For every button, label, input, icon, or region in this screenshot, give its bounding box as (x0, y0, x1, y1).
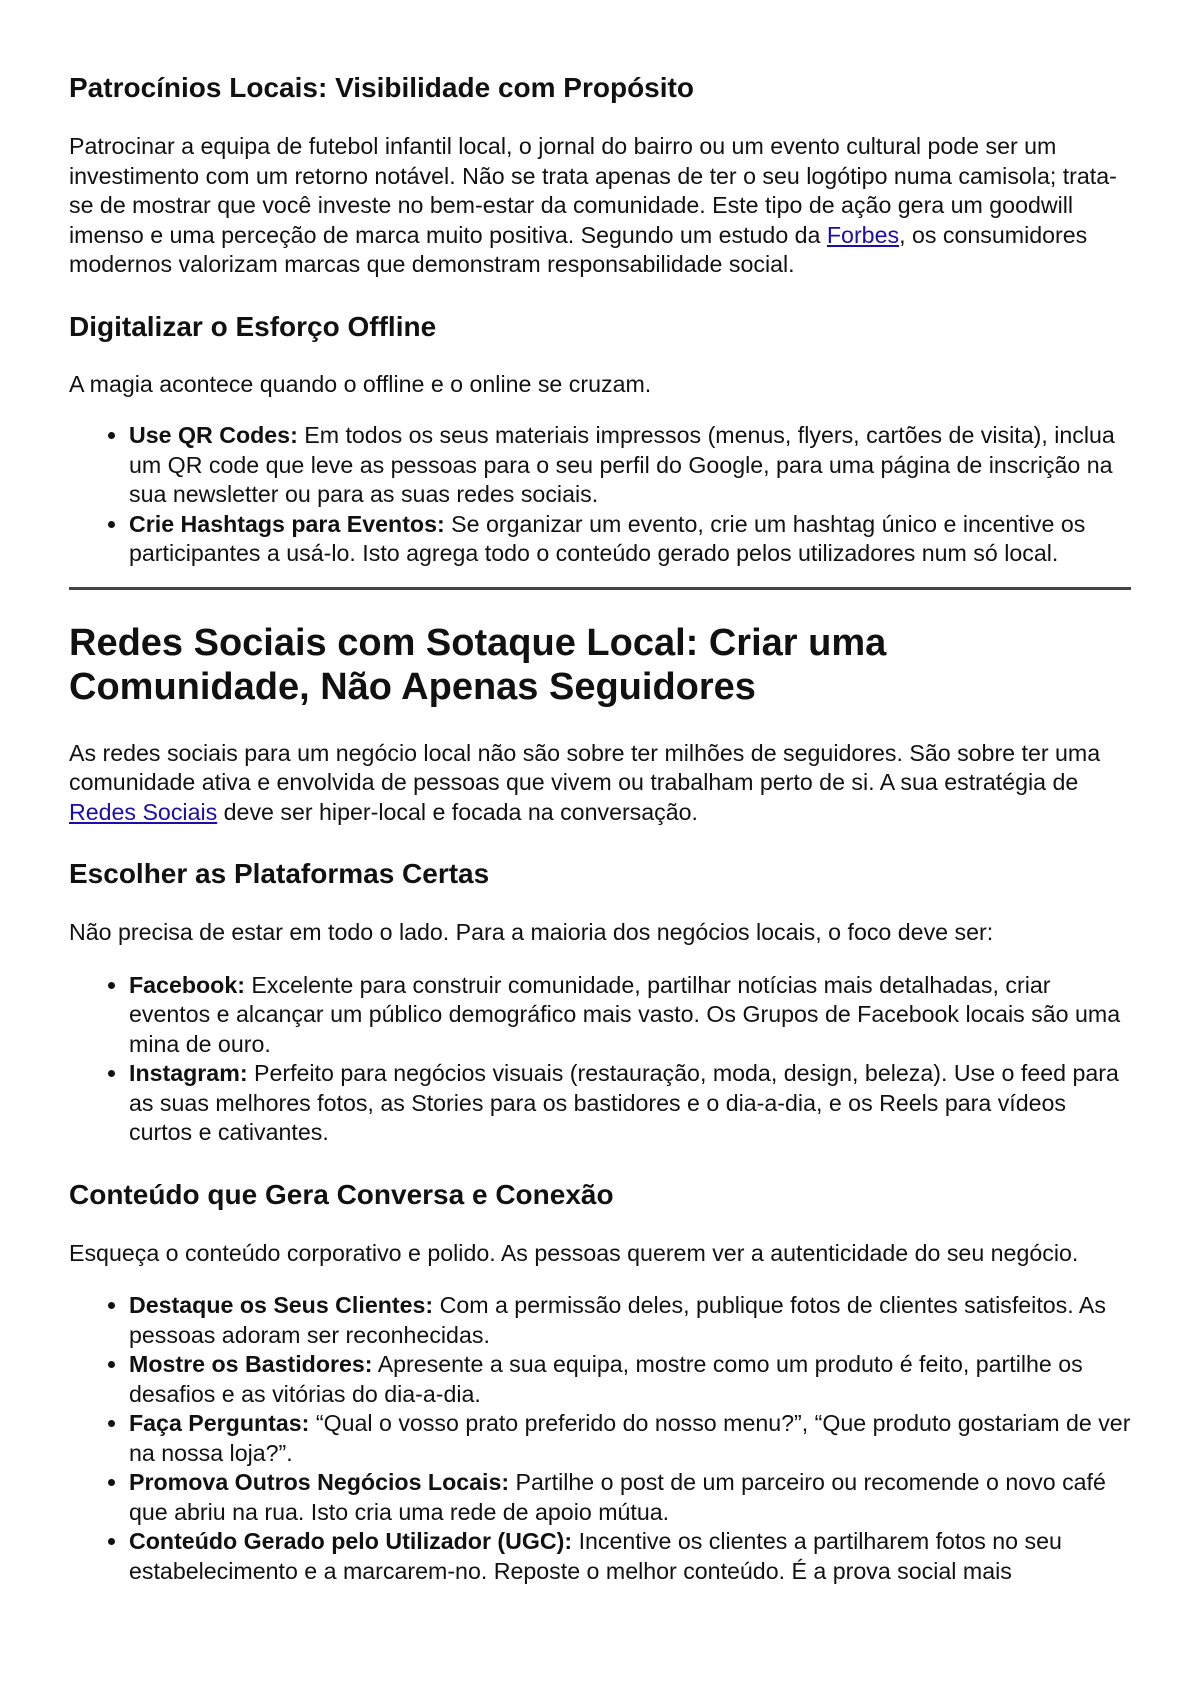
section-heading-digitize-offline: Digitalizar o Esforço Offline (69, 310, 437, 342)
list-item (129, 1059, 1131, 1148)
paragraph-social-media (69, 739, 1131, 828)
list-item-term: Faça Perguntas: (129, 1410, 310, 1436)
list-item-text: Em todos os seus materiais impressos (menus, flyers, cartões de visita), inclua um QR code que leve as pessoas para o seu perfil do Google, para uma página de inscrição na sua newsletter ou para as suas redes sociais. (129, 422, 1115, 507)
list-item (129, 421, 1131, 510)
list-item (129, 510, 1131, 569)
section-heading-content: Conteúdo que Gera Conversa e Conexão (69, 1178, 614, 1210)
list-item (129, 1527, 1131, 1586)
list-item-term: Promova Outros Negócios Locais: (129, 1469, 510, 1495)
platforms-list (69, 971, 1131, 1148)
offline-tips-list (69, 421, 1131, 569)
list-item-term: Destaque os Seus Clientes: (129, 1292, 434, 1318)
list-item (129, 1350, 1131, 1409)
list-item-text: Excelente para construir comunidade, partilhar notícias mais detalhadas, criar eventos e alcançar um público demográfico mais vasto. Os Grupos de Facebook locais são uma mina de ouro. (129, 971, 1121, 1057)
list-item (129, 1291, 1131, 1350)
social-media-link[interactable]: Redes Sociais (69, 798, 218, 825)
main-heading-social-media: Redes Sociais com Sotaque Local: Criar uma Comunidade, Não Apenas Seguidores (69, 621, 887, 708)
list-item-term: Crie Hashtags para Eventos: (129, 510, 445, 537)
paragraph-text: Patrocinar a equipa de futebol infantil local, o jornal do bairro ou um evento cultural pode ser um investimento com um retorno notável. Não se trata apenas de ter o seu logótipo numa camisola; trata-se de mostrar que você investe no bem-estar da comunidade. Este tipo de ação gera um goodwill imenso e uma perceção de marca muito positiva. Segundo um estudo da (69, 133, 1117, 248)
list-item-term: Use QR Codes: (129, 422, 298, 448)
paragraph-content: Esqueça o conteúdo corporativo e polido. As pessoas querem ver a autenticidade do seu negócio. (69, 1239, 1079, 1266)
content-ideas-list (69, 1291, 1131, 1586)
forbes-link[interactable]: Forbes (826, 221, 900, 248)
list-item (129, 1409, 1131, 1468)
paragraph-sponsorships (69, 132, 1131, 280)
list-item (129, 971, 1131, 1060)
paragraph-text: , os consumidores modernos valorizam marcas que demonstram responsabilidade social. (69, 221, 1088, 277)
paragraph-offline-online: A magia acontece quando o offline e o online se cruzam. (69, 370, 652, 397)
section-heading-platforms: Escolher as Plataformas Certas (69, 858, 490, 889)
list-item-text: “Qual o vosso prato preferido do nosso menu?”, “Que produto gostariam de ver na nossa loja?”. (129, 1410, 1131, 1466)
list-item (129, 1468, 1131, 1527)
list-item-term: Instagram: (129, 1060, 248, 1086)
list-item-text: Se organizar um evento, crie um hashtag único e incentive os participantes a usá-lo. Isto agrega todo o conteúdo gerado pelos utilizadores num só local. (129, 510, 1086, 566)
list-item-term: Conteúdo Gerado pelo Utilizador (UGC): (129, 1528, 573, 1554)
list-item-text: Apresente a sua equipa, mostre como um produto é feito, partilhe os desafios e as vitórias do dia-a-dia. (129, 1351, 1083, 1407)
paragraph-platforms: Não precisa de estar em todo o lado. Para a maioria dos negócios locais, o foco deve ser: (69, 919, 994, 945)
section-divider (69, 587, 1131, 590)
list-item-term: Facebook: (129, 971, 245, 998)
list-item-text: Partilhe o post de um parceiro ou recomende o novo café que abriu na rua. Isto cria uma rede de apoio mútua. (129, 1469, 1106, 1525)
paragraph-text: deve ser hiper-local e focada na conversação. (217, 798, 698, 825)
document-page (69, 0, 1131, 1586)
section-heading-sponsorships: Patrocínios Locais: Visibilidade com Propósito (69, 72, 694, 103)
list-item-term: Mostre os Bastidores: (129, 1351, 373, 1377)
list-item-text: Incentive os clientes a partilharem fotos no seu estabelecimento e a marcarem-no. Reposte o melhor conteúdo. É a prova social mais (129, 1528, 1062, 1584)
paragraph-text: As redes sociais para um negócio local não são sobre ter milhões de seguidores. São sobre ter uma comunidade ativa e envolvida de pessoas que vivem ou trabalham perto de si. A sua estratégia de (69, 739, 1101, 795)
list-item-text: Perfeito para negócios visuais (restauração, moda, design, beleza). Use o feed para as suas melhores fotos, as Stories para os bastidores e o dia-a-dia, e os Reels para vídeos curtos e cativantes. (129, 1060, 1119, 1145)
list-item-text: Com a permissão deles, publique fotos de clientes satisfeitos. As pessoas adoram ser reconhecidas. (129, 1292, 1106, 1348)
